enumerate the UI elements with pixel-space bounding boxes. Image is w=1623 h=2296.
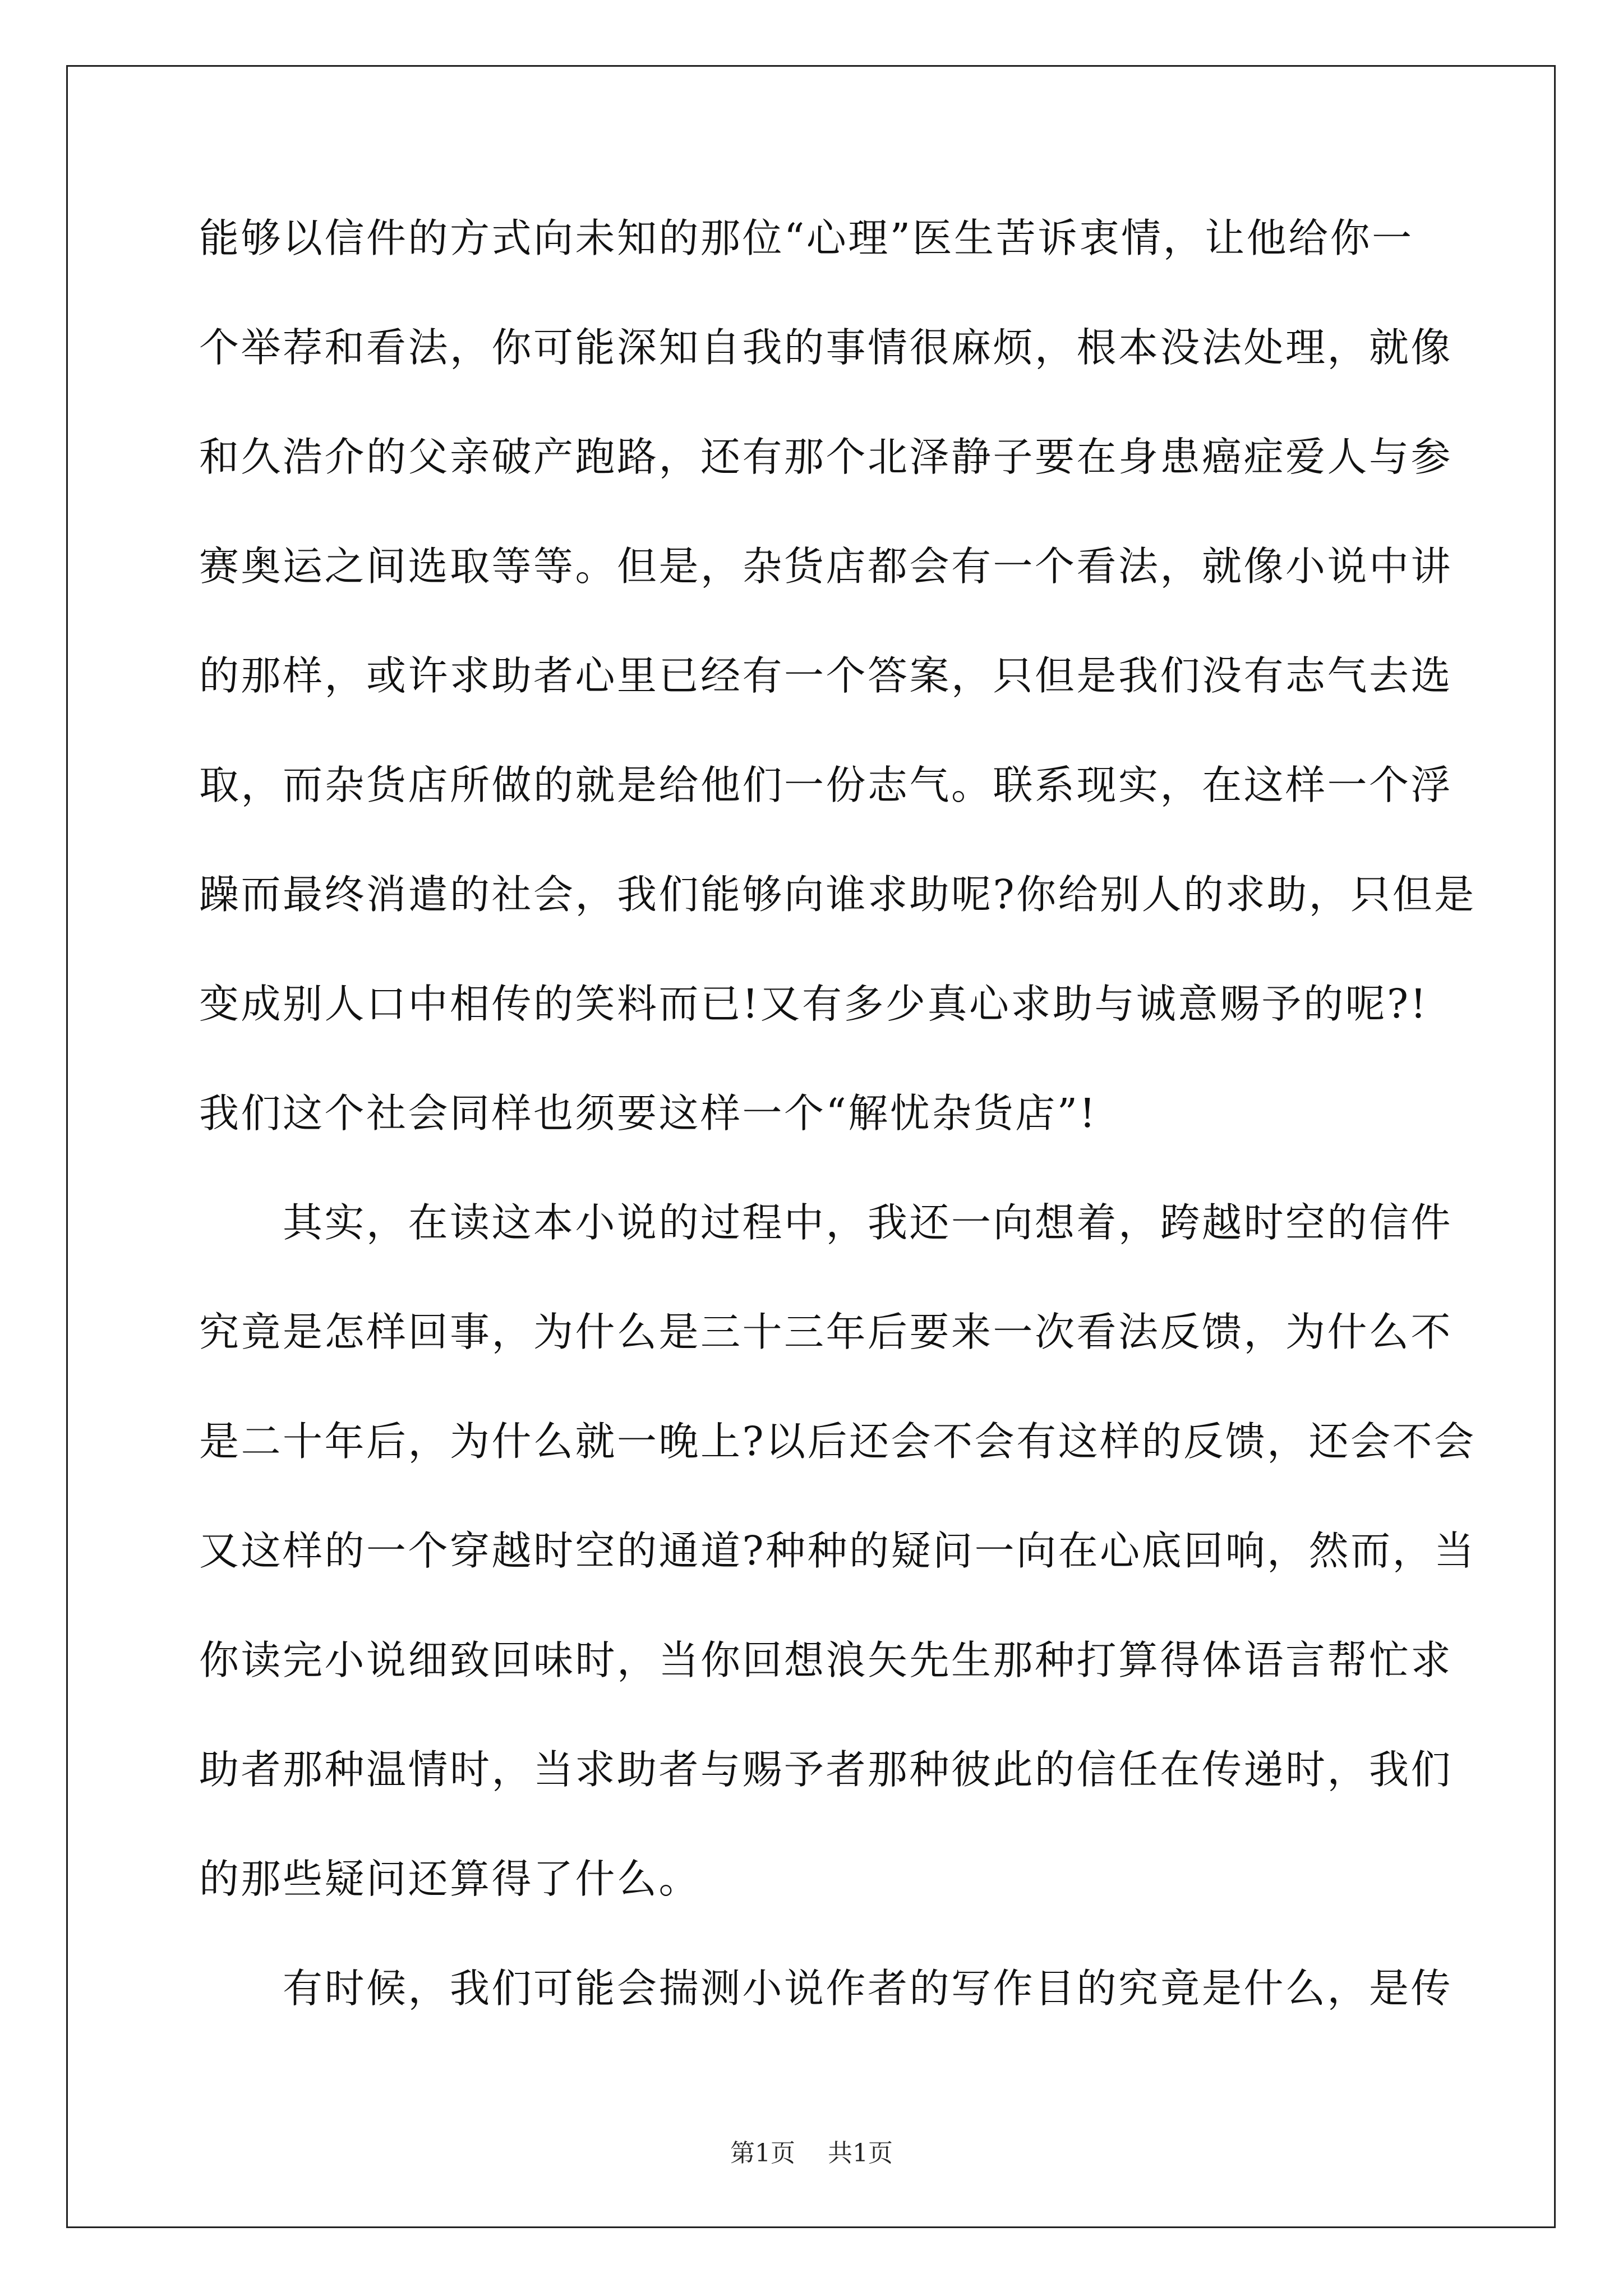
text-line: 其实，在读这本小说的过程中，我还一向想着，跨越时空的信件 <box>199 1199 1453 1246</box>
text-line: 的那些疑问还算得了什么。 <box>199 1856 701 1902</box>
text-line: 有时候，我们可能会揣测小说作者的写作目的究竟是什么，是传 <box>199 1965 1453 2012</box>
document-body <box>199 205 1476 2064</box>
text-line: 和久浩介的父亲破产跑路，还有那个北泽静子要在身患癌症爱人与参 <box>199 434 1453 480</box>
text-line: 变成别人口中相传的笑料而已!又有多少真心求助与诚意赐予的呢?! <box>199 981 1428 1027</box>
text-line: 我们这个社会同样也须要这样一个“解忧杂货店”! <box>199 1090 1098 1137</box>
text-line: 你读完小说细致回味时，当你回想浪矢先生那种打算得体语言帮忙求 <box>199 1637 1453 1683</box>
page-number: 第1页 <box>730 2139 795 2168</box>
page-total: 共1页 <box>828 2139 893 2168</box>
text-line: 的那样，或许求助者心里已经有一个答案，只但是我们没有志气去选 <box>199 652 1453 699</box>
text-line: 是二十年后，为什么就一晚上?以后还会不会有这样的反馈，还会不会 <box>199 1418 1476 1465</box>
text-line: 取，而杂货店所做的就是给他们一份志气。联系现实，在这样一个浮 <box>199 762 1453 808</box>
text-line: 能够以信件的方式向未知的那位“心理”医生苦诉衷情，让他给你一 <box>199 215 1414 261</box>
text-line: 躁而最终消遣的社会，我们能够向谁求助呢?你给别人的求助，只但是 <box>199 871 1476 918</box>
text-line: 究竟是怎样回事，为什么是三十三年后要来一次看法反馈，为什么不 <box>199 1309 1453 1355</box>
text-line: 赛奥运之间选取等等。但是，杂货店都会有一个看法，就像小说中讲 <box>199 543 1453 590</box>
text-line: 个举荐和看法，你可能深知自我的事情很麻烦，根本没法处理，就像 <box>199 324 1453 371</box>
text-line: 又这样的一个穿越时空的通道?种种的疑问一向在心底回响，然而，当 <box>199 1527 1476 1574</box>
text-line: 助者那种温情时，当求助者与赐予者那种彼此的信任在传递时，我们 <box>199 1746 1453 1793</box>
page-footer <box>0 2133 1623 2169</box>
